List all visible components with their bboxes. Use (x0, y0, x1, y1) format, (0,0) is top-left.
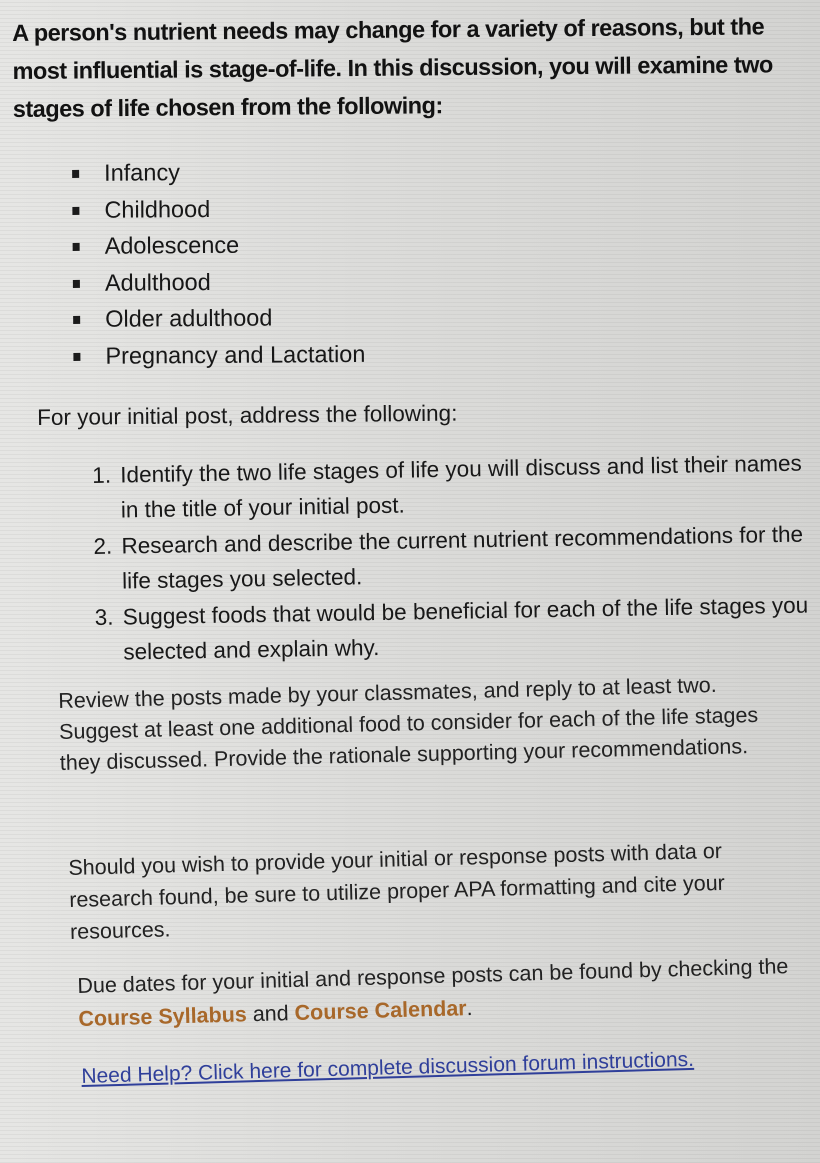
due-dates-conjunction: and (246, 1000, 295, 1027)
life-stage-item: Infancy (66, 153, 364, 192)
task-number: 1. (92, 462, 112, 488)
task-text: Identify the two life stages of life you will discuss and list their names in the title of your initial post. (120, 450, 802, 523)
life-stage-item: Older adulthood (67, 299, 365, 338)
life-stage-item: Adulthood (67, 262, 365, 301)
intro-paragraph: A person's nutrient needs may change for a variety of reasons, but the most influential is stage-of-life. In this discussion, you will examine two stages of life chosen from the following: (12, 13, 773, 122)
due-dates-suffix: . (466, 995, 473, 1021)
task-item (93, 516, 820, 599)
due-dates-paragraph (77, 949, 814, 1035)
course-syllabus-link[interactable]: Course Syllabus (78, 1002, 248, 1031)
review-instructions: Review the posts made by your classmates, and reply to at least two. Suggest at least one additional food to consider for each of the life stages they discussed. Provide the rationale supporting your recommendations. (58, 672, 759, 775)
task-text: Research and describe the current nutrient recommendations for the life stages you selected. (121, 521, 804, 594)
life-stage-item: Childhood (66, 189, 364, 228)
course-calendar-link[interactable]: Course Calendar (294, 996, 467, 1025)
initial-post-task-list (92, 445, 820, 671)
task-item (92, 445, 820, 528)
life-stage-list (66, 153, 366, 374)
task-number: 2. (93, 533, 113, 559)
apa-instructions: Should you wish to provide your initial or response posts with data or research found, be sure to utilize proper APA formatting and cite your resources. (68, 838, 726, 944)
task-text: Suggest foods that would be beneficial for each of the life stages you selected and explain why. (122, 592, 809, 665)
life-stage-item: Pregnancy and Lactation (67, 335, 365, 374)
initial-post-heading: For your initial post, address the following: (37, 400, 458, 430)
task-item (94, 587, 820, 670)
task-number: 3. (94, 604, 114, 630)
discussion-help-link[interactable]: Need Help? Click here for complete discussion forum instructions. (81, 1047, 695, 1088)
due-dates-prefix: Due dates for your initial and response posts can be found by checking the (77, 954, 789, 998)
life-stage-item: Adolescence (67, 226, 365, 265)
